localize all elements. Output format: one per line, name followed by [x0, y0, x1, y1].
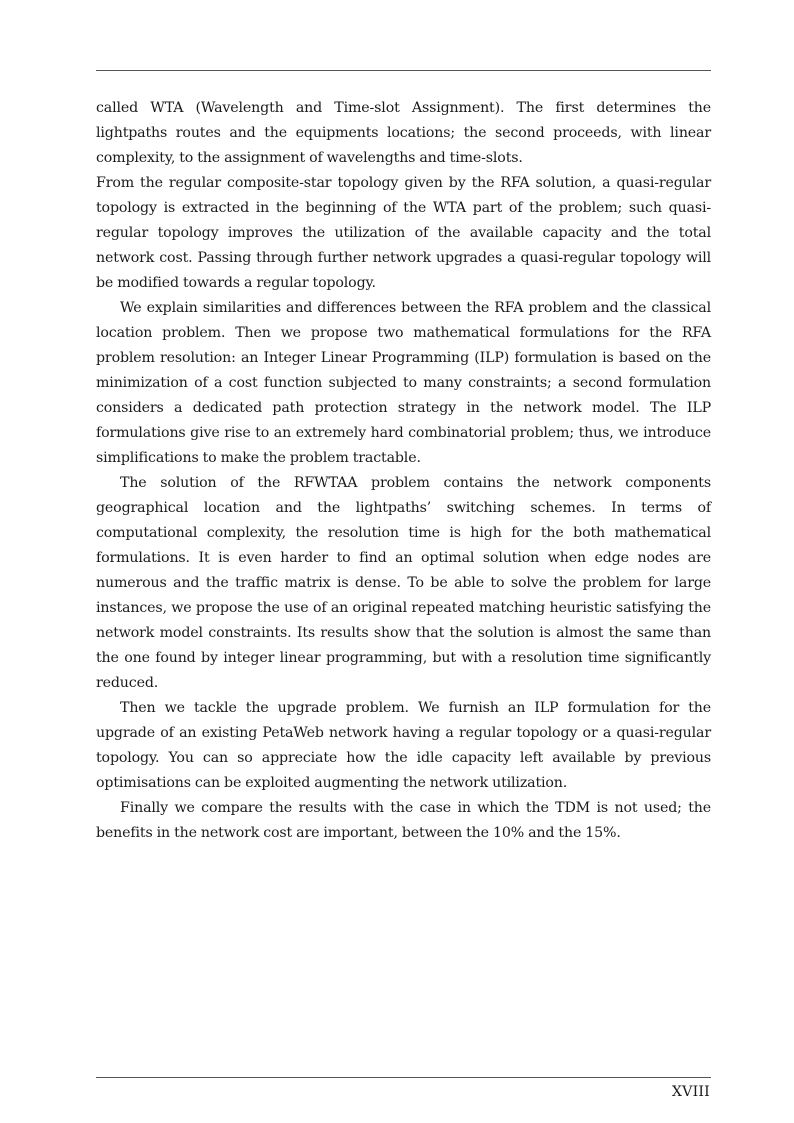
- body-text: [96, 96, 711, 846]
- paragraph-rfwtaa-solution: The solution of the RFWTAA problem contains the network components geographical location and the lightpaths’ switching schemes. In terms of computational complexity, the resolution time is high for the both mathematical formulations. It is even harder to find an optimal solution when edge nodes are numerous and the traffic matrix is dense. To be able to solve the problem for large instances, we propose the use of an original repeated matching heuristic satisfying the network model constraints. Its results show that the solution is almost the same than the one found by integer linear programming, but with a resolution time significantly reduced.: [96, 475, 711, 691]
- page-number: XVIII: [671, 1084, 710, 1100]
- paragraph-upgrade-problem: Then we tackle the upgrade problem. We furnish an ILP formulation for the upgrade of an existing PetaWeb network having a regular topology or a quasi-regular topology. You can so appreciate how the idle capacity left available by previous optimisations can be exploited augmenting the network utilization.: [96, 700, 711, 791]
- paragraph-rfa-formulations: We explain similarities and differences between the RFA problem and the classical location problem. Then we propose two mathematical formulations for the RFA problem resolution: an Integer Linear Programming (ILP) formulation is based on the minimization of a cost function subjected to many constraints; a second formulation considers a dedicated path protection strategy in the network model. The ILP formulations give rise to an extremely hard combinatorial problem; thus, we introduce simplifications to make the problem tractable.: [96, 300, 711, 466]
- footer-rule: [96, 1077, 711, 1078]
- header-rule: [96, 70, 711, 71]
- paragraph-tdm-comparison: Finally we compare the results with the case in which the TDM is not used; the benefits in the network cost are important, between the 10% and the 15%.: [96, 800, 711, 841]
- paragraph-continuation: called WTA (Wavelength and Time-slot Assignment). The first determines the lightpaths routes and the equipments locations; the second proceeds, with linear complexity, to the assignment of wavelengths and time-slots.: [96, 100, 711, 166]
- paragraph-topology: From the regular composite-star topology given by the RFA solution, a quasi-regular topology is extracted in the beginning of the WTA part of the problem; such quasi-regular topology improves the utilization of the available capacity and the total network cost. Passing through further network upgrades a quasi-regular topology will be modified towards a regular topology.: [96, 175, 711, 291]
